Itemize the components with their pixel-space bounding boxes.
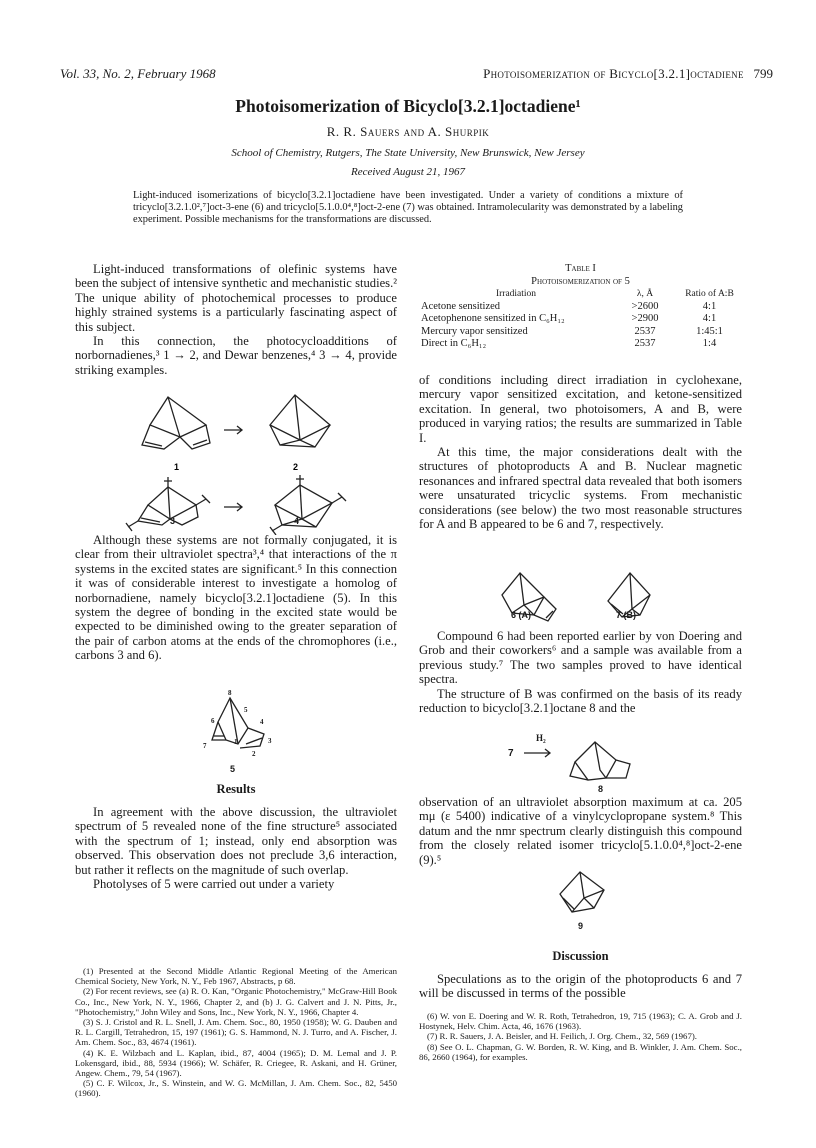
footnote: (8) See O. L. Chapman, G. W. Borden, R. W. King, and B. Winkler, J. Am. Chem. Soc., 86, 2660 (1964), for examples.	[419, 1041, 742, 1062]
table-cell: 1:45:1	[696, 325, 723, 337]
paragraph: of conditions including direct irradiation in cyclohexane, mercury vapor sensitized excitation, and ketone-sensitized excitation. In general, two photoisomers, A and B, were produced in varying ratios; the results are summarized in Table I.	[419, 373, 742, 445]
structure-1	[142, 397, 210, 449]
right-body-1	[419, 373, 742, 531]
table-cell: Acetone sensitized	[421, 300, 501, 312]
atom-number: 5	[244, 706, 248, 714]
reagent-label: H₂	[536, 733, 546, 743]
footnotes-left	[75, 966, 397, 1099]
compound-label: 1	[174, 462, 180, 472]
reaction-arrow	[224, 503, 242, 511]
paragraph: Although these systems are not formally conjugated, it is clear from their ultraviolet spectra³,⁴ that interactions of the π systems in the excited states are significant.⁵ In this connection it was of considerable interest to investigate a homolog of norbornadiene, namely bicyclo[3.2.1]octadiene (5). In this system the degree of bonding in the excited state would be expected to be diminished owing to the greater separation of the pair of carbon atoms at the ends of the chromophores (i.e., carbons 3 and 6).	[75, 533, 397, 663]
structure-3	[126, 477, 210, 531]
section-heading-discussion: Discussion	[552, 949, 609, 963]
received-date: Received August 21, 1967	[350, 166, 466, 178]
paragraph: In agreement with the above discussion, the ultraviolet spectrum of 5 revealed none of the fine structure⁵ associated with the spectrum of 1; instead, only end absorption was observed. This observation does not preclude 3,6 interaction, but rather it reflects on the magnitude of such overlap.	[75, 805, 397, 877]
structure-8	[570, 742, 630, 780]
atom-number: 1	[234, 738, 238, 746]
paper-title: Photoisomerization of Bicyclo[3.2.1]octadiene¹	[235, 96, 581, 116]
footnote: (3) S. J. Cristol and R. L. Snell, J. Am. Chem. Soc., 80, 1950 (1958); W. G. Dauben and R. L. Cargill, Tetrahedron, 15, 197 (1961); G. S. Hammond, N. J. Turro, and A. Fischer, J. Am. Chem. Soc., 83, 4674 (1961).	[75, 1017, 397, 1048]
table-cell: 2537	[634, 325, 656, 337]
footnote: (4) K. E. Wilzbach and L. Kaplan, ibid., 87, 4004 (1965); D. M. Lemal and J. P. Lokensgard, ibid., 88, 5934 (1966); W. Schäfer, R. Criegee, R. Askani, and H. Grüner, Angew. Chem., 79, 54 (1967).	[75, 1047, 397, 1079]
table-cell: >2900	[631, 313, 659, 324]
table-cell: Mercury vapor sensitized	[421, 325, 528, 337]
affiliation: School of Chemistry, Rutgers, The State University, New Brunswick, New Jersey	[231, 147, 585, 159]
page-number: 799	[753, 66, 773, 81]
table-cell: 2537	[634, 338, 656, 349]
compound-label: 6 (A)	[511, 610, 531, 620]
table-caption: Table I	[565, 263, 596, 274]
atom-number: 7	[203, 742, 207, 750]
paragraph: The structure of B was confirmed on the basis of its ready reduction to bicyclo[3.2.1]octane 8 and the	[419, 686, 742, 716]
right-body-3	[419, 795, 742, 867]
paragraph: Light-induced transformations of olefinic systems have been the subject of intensive synthetic and mechanistic studies.² The unique ability of photochemical processes to produce highly strained systems is a particularly fascinating aspect of this subject.	[75, 262, 397, 334]
footnote: (5) C. F. Wilcox, Jr., S. Winstein, and W. G. McMillan, J. Am. Chem. Soc., 82, 5450 (1960).	[75, 1078, 397, 1099]
reduction-scheme	[520, 738, 640, 788]
footnote: (2) For recent reviews, see (a) R. O. Kan, "Organic Photochemistry," McGraw-Hill Book Co., Inc., New York, N. Y., 1966, Chapter 2, and (b) J. G. Calvert and J. N. Pitts, Jr., "Photochemistry," John Wiley and Sons, Inc., New York, N. Y., 1966, Chapter 4.	[75, 986, 397, 1017]
table-cell: 4:1	[702, 313, 717, 324]
paragraph: At this time, the major considerations dealt with the structures of photoproducts A and B. Nuclear magnetic resonances and infrared spectral data revealed that both isomers were unsaturated tricyclic systems. From mechanistic considerations (see below) the two most reasonable structures for A and B appeared to be 6 and 7, respectively.	[419, 445, 742, 532]
compound-label: 3	[170, 516, 176, 526]
paragraph: Speculations as to the origin of the photoproducts 6 and 7 will be discussed in terms of the possible	[419, 972, 742, 1001]
running-header-title	[483, 66, 773, 82]
table-cell: 4:1	[702, 300, 717, 312]
table-subcaption: Photoisomerization of 5	[531, 275, 630, 287]
running-header-volume: Vol. 33, No. 2, February 1968	[60, 66, 216, 81]
structure-2	[270, 395, 330, 447]
reaction-arrow	[524, 749, 550, 757]
table-cell: Direct in C₆H₁₂	[421, 338, 487, 349]
table-1	[419, 263, 742, 351]
left-results	[75, 805, 397, 891]
table-row	[419, 326, 742, 339]
atom-number: 8	[228, 689, 232, 697]
reactant-label: 7	[508, 748, 514, 759]
right-discussion	[419, 972, 742, 1001]
compound-label: 9	[578, 921, 584, 931]
table-cell: Acetophenone sensitized in C₆H₁₂	[421, 313, 565, 324]
compound-label: 2	[293, 462, 299, 472]
footnote: (7) R. R. Sauers, J. A. Beisler, and H. Feilich, J. Org. Chem., 32, 569 (1967).	[427, 1031, 697, 1042]
column-header: Ratio of A:B	[685, 289, 734, 299]
table-row	[419, 338, 742, 351]
left-intro	[75, 262, 397, 377]
paragraph: observation of an ultraviolet absorption maximum at ca. 205 mμ (ε 5400) indicative of a vinylcyclopropane system.⁸ This datum and the nmr spectrum clearly distinguish this compound from the closely related isomer tricyclo[5.1.0.0⁴,⁸]oct-2-ene (9).⁵	[419, 795, 742, 867]
table-row	[419, 301, 742, 314]
atom-number: 3	[268, 737, 272, 745]
paragraph: In this connection, the photocycloadditions of norbornadienes,³ 1 → 2, and Dewar benzenes,⁴ 3 → 4, provide striking examples.	[75, 334, 397, 377]
column-header: Irradiation	[495, 289, 537, 299]
reaction-arrow	[224, 426, 242, 434]
right-body-2	[419, 629, 742, 715]
running-title: Photoisomerization of Bicyclo[3.2.1]octadiene	[483, 66, 744, 81]
table-body	[419, 288, 742, 351]
compound-label: 4	[294, 516, 300, 526]
structure-9	[548, 868, 618, 918]
footnote: (6) W. von E. Doering and W. R. Roth, Tetrahedron, 19, 715 (1963); C. A. Grob and J. Hostynek, Helv. Chim. Acta, 46, 1676 (1963).	[419, 1011, 742, 1032]
paragraph: Photolyses of 5 were carried out under a variety	[93, 877, 335, 892]
atom-number: 4	[260, 718, 264, 726]
left-body	[75, 533, 397, 663]
structure-5	[190, 688, 280, 768]
abstract: Light-induced isomerizations of bicyclo[3.2.1]octadiene have been investigated. Under a variety of conditions a mixture of tricyclo[3.2.1.0²,⁷]oct-3-ene (6) and tricyclo[5.1.0.0⁴,⁸]oct-2-ene (7) was obtained. Intramolecularity was demonstrated by a labeling experiment. Possible mechanisms for the transformations are discussed.	[133, 190, 683, 225]
paragraph: Compound 6 had been reported earlier by von Doering and Grob and their coworkers⁶ and a sample was available from a previous study.⁷ The two samples proved to have identical spectra.	[419, 629, 742, 687]
atom-number: 6	[211, 717, 215, 725]
photocycloaddition-scheme	[120, 385, 360, 535]
footnote: (1) Presented at the Second Middle Atlantic Regional Meeting of the American Chemical Society, New York, N. Y., Feb 1967, Abstracts, p 68.	[75, 966, 397, 987]
footnotes-right	[419, 1011, 742, 1062]
compound-label: 7 (B)	[616, 610, 636, 620]
section-heading-results: Results	[216, 782, 256, 796]
structure-4	[270, 475, 346, 535]
table-cell: >2600	[631, 300, 659, 312]
table-row	[419, 313, 742, 326]
compound-label: 5	[230, 764, 236, 774]
column-header: λ, Å	[636, 289, 654, 299]
compound-label: 8	[598, 784, 604, 794]
table-cell: 1:4	[702, 338, 717, 349]
authors: R. R. Sauers and A. Shurpik	[326, 124, 490, 139]
table-header-row	[419, 288, 742, 301]
atom-number: 2	[252, 750, 256, 758]
